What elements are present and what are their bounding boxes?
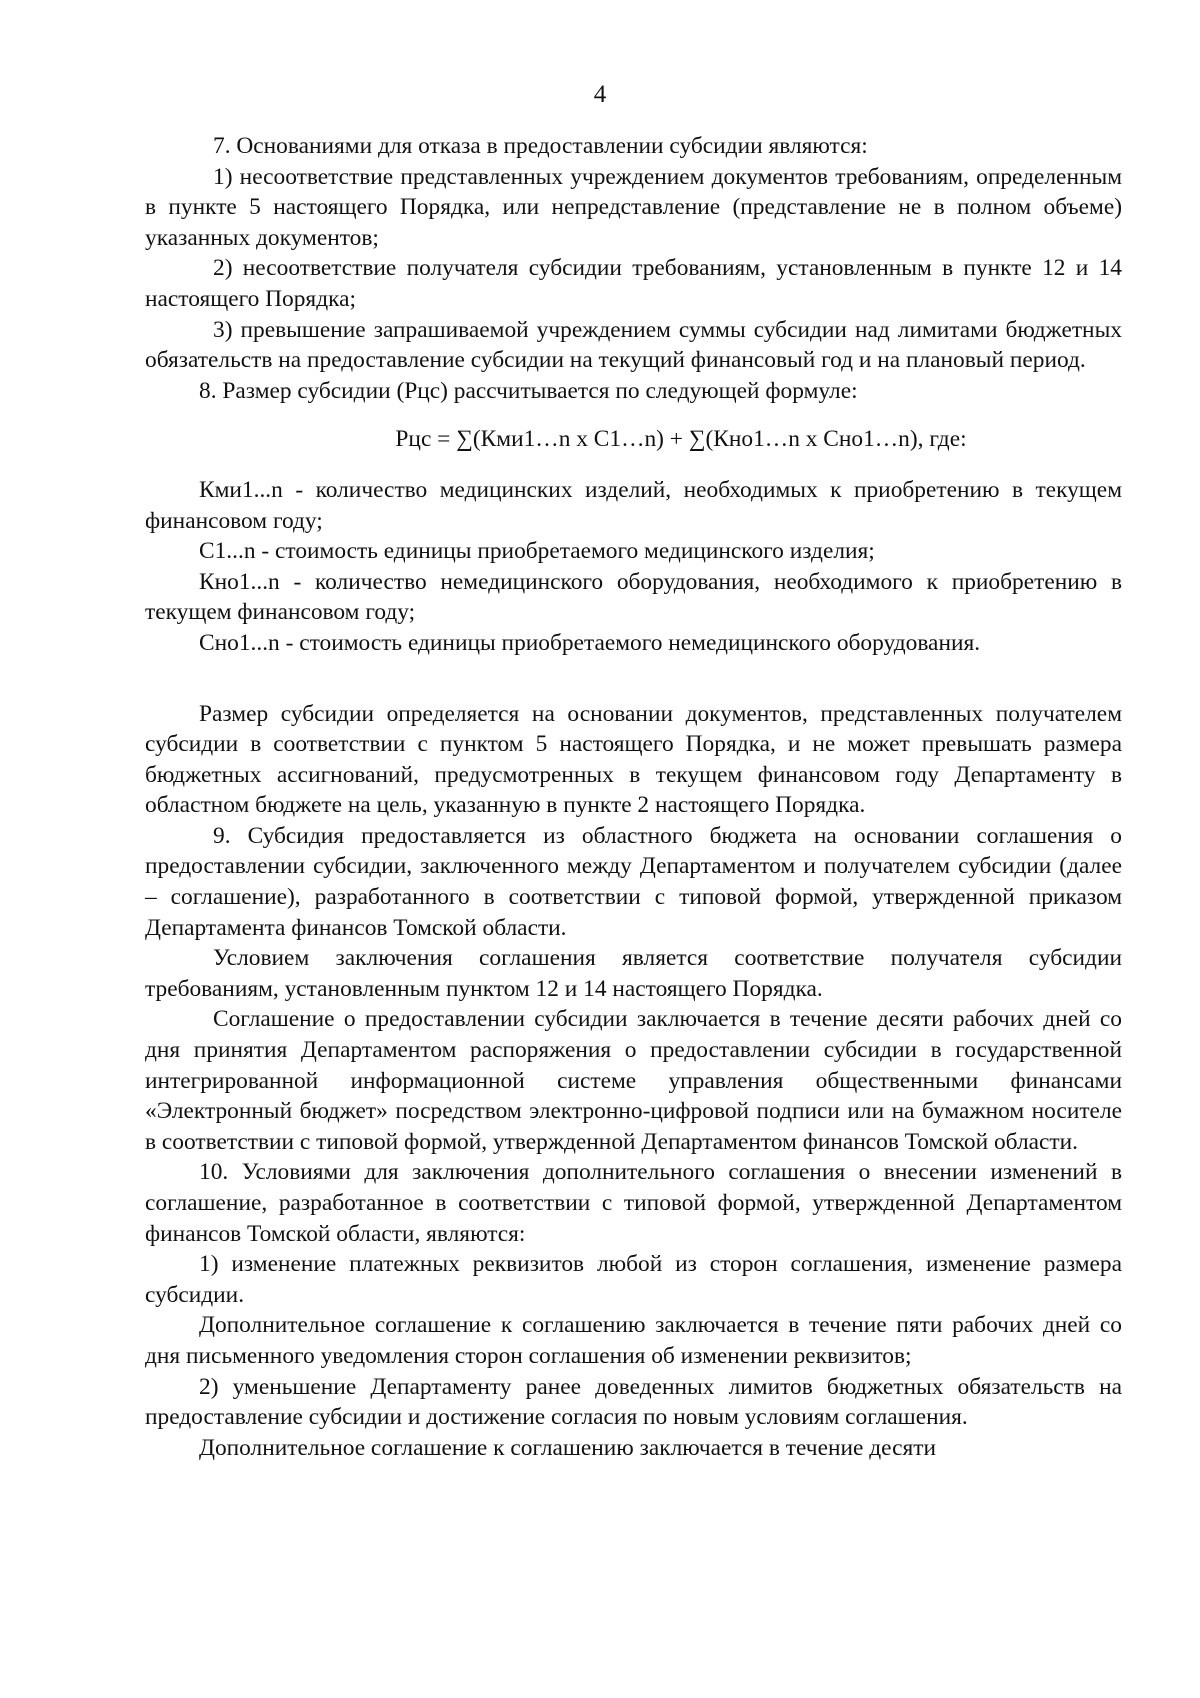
- clause-9-condition: Условием заключения соглашения является соответствие получателя субсидии требованиям, установленным пунктом 12 и 14 настоящего Порядка.: [145, 945, 1122, 1002]
- page-number: 4: [593, 81, 607, 108]
- clause-10-item-1-additional: Дополнительное соглашение к соглашению заключается в течение пяти рабочих дней со дня письменного уведомления сторон соглашения об изменении реквизитов;: [145, 1312, 1122, 1369]
- clause-7-item-3: 3) превышение запрашиваемой учреждением суммы субсидии над лимитами бюджетных обязательств на предоставление субсидии на текущий финансовый год и на плановый период.: [145, 316, 1122, 374]
- clause-7-heading: 7. Основаниями для отказа в предоставлении субсидии являются:: [213, 133, 868, 159]
- clause-9-agreement-term: Соглашение о предоставлении субсидии заключается в течение десяти рабочих дней со дня принятия Департаментом распоряжения о предоставлении субсидии в государственной интегрированной информационной системе управления общественными финансами «Электронный бюджет» посредством электронно-цифровой подписи или на бумажном носителе в соответствии с типовой формой, утвержденной Департаментом финансов Томской области.: [145, 1006, 1122, 1155]
- definition-kmi: Кми1...n - количество медицинских изделий, необходимых к приобретению в текущем финансовом году;: [145, 476, 1122, 534]
- clause-10-item-2: 2) уменьшение Департаменту ранее доведенных лимитов бюджетных обязательств на предоставление субсидии и достижение согласия по новым условиям соглашения.: [145, 1373, 1122, 1431]
- subsidy-size-limit: Размер субсидии определяется на основании документов, представленных получателем субсидии в соответствии с пунктом 5 настоящего Порядка, и не может превышать размера бюджетных ассигнований, предусмотренных в текущем финансовом году Департаменту в областном бюджете на цель, указанную в пункте 2 настоящего Порядка.: [145, 700, 1122, 819]
- clause-10: 10. Условиями для заключения дополнительного соглашения о внесении изменений в соглашение, разработанное в соответствии с типовой формой, утвержденной Департаментом финансов Томской области, являются:: [145, 1159, 1122, 1247]
- document-body: [145, 131, 1122, 1463]
- clause-10-item-1: 1) изменение платежных реквизитов любой из сторон соглашения, изменение размера субсидии.: [145, 1251, 1122, 1308]
- paragraph-gap: [145, 659, 1122, 699]
- clause-8-heading: 8. Размер субсидии (Рцс) рассчитывается по следующей формуле:: [199, 377, 858, 404]
- definition-sno: Сно1...n - стоимость единицы приобретаемого немедицинского оборудования.: [199, 629, 981, 656]
- clause-7-item-2: 2) несоответствие получателя субсидии требованиям, установленным в пункте 12 и 14 настоящего Порядка;: [145, 255, 1122, 312]
- clause-10-item-2-additional: Дополнительное соглашение к соглашению заключается в течение десяти: [199, 1434, 936, 1461]
- subsidy-formula: Рцс = ∑(Кми1…n х С1…n) + ∑(Кно1…n х Сно1…n), где:: [395, 426, 967, 453]
- definition-c: С1...n - стоимость единицы приобретаемого медицинского изделия;: [199, 538, 875, 565]
- clause-7-item-1: 1) несоответствие представленных учреждением документов требованиям, определенным в пункте 5 настоящего Порядка, или непредставление (представление не в полном объеме) указанных документов;: [145, 163, 1122, 251]
- definition-kno: Кно1...n - количество немедицинского оборудования, необходимого к приобретению в текущем финансовом году;: [145, 568, 1122, 626]
- clause-9: 9. Субсидия предоставляется из областного бюджета на основании соглашения о предоставлении субсидии, заключенного между Департаментом и получателем субсидии (далее – соглашение), разработанного в соответствии с типовой формой, утвержденной приказом Департамента финансов Томской области.: [145, 822, 1122, 941]
